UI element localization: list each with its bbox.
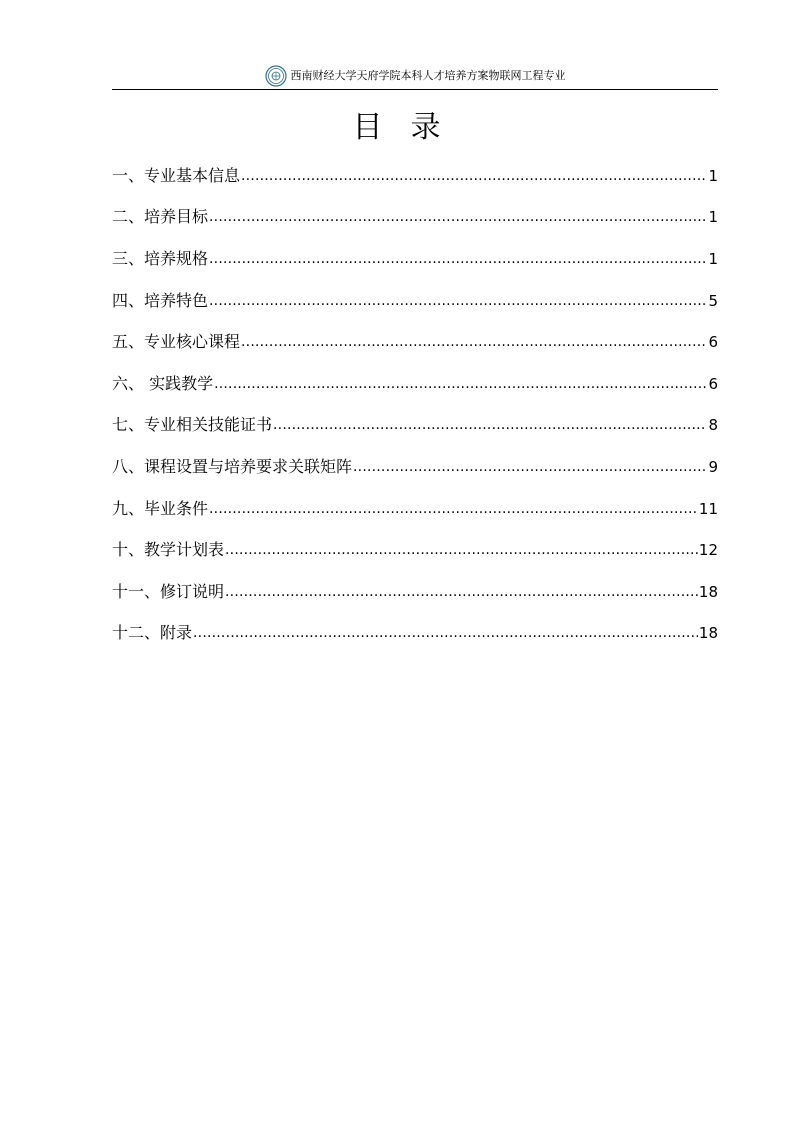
toc-entry-page: 5 — [708, 291, 718, 310]
toc-leader-dots — [241, 165, 707, 187]
toc-leader-dots — [209, 206, 707, 228]
toc-leader-dots — [225, 581, 698, 603]
toc-entry[interactable] — [112, 155, 718, 197]
toc-leader-dots — [209, 248, 707, 270]
toc-leader-dots — [209, 290, 707, 312]
toc-entry-label: 六、 实践教学 — [112, 373, 214, 393]
toc-entry-page: 12 — [698, 541, 718, 560]
toc-entry-page: 6 — [708, 374, 718, 393]
toc-entry-label: 八、课程设置与培养要求关联矩阵 — [112, 456, 353, 476]
toc-entry-label: 三、培养规格 — [112, 248, 209, 268]
toc-entry[interactable] — [112, 197, 718, 239]
toc-entry[interactable] — [112, 405, 718, 447]
toc-entry-label: 七、专业相关技能证书 — [112, 415, 273, 435]
toc-entry-page: 11 — [698, 499, 718, 518]
toc-entry-label: 一、专业基本信息 — [112, 165, 241, 185]
toc-entry-page: 9 — [708, 457, 718, 476]
toc-entry-label: 十、教学计划表 — [112, 540, 225, 560]
header-inner — [112, 65, 718, 87]
toc-entry[interactable] — [112, 321, 718, 363]
toc-entry-label: 九、毕业条件 — [112, 498, 209, 518]
toc-entry-page: 6 — [708, 333, 718, 352]
toc-entry-page: 8 — [708, 416, 718, 435]
toc-entry[interactable] — [112, 280, 718, 322]
toc-entry[interactable] — [112, 446, 718, 488]
toc-entry-label: 二、培养目标 — [112, 207, 209, 227]
toc-entry-label: 四、培养特色 — [112, 290, 209, 310]
toc-leader-dots — [241, 331, 707, 353]
toc-entry[interactable] — [112, 238, 718, 280]
toc-leader-dots — [214, 373, 707, 395]
toc-entry-label: 五、专业核心课程 — [112, 332, 241, 352]
toc-entry-label: 十一、修订说明 — [112, 581, 225, 601]
toc-entry-page: 18 — [698, 624, 718, 643]
toc-entry-page: 1 — [708, 249, 718, 268]
header-text: 西南财经大学天府学院本科人才培养方案物联网工程专业 — [290, 69, 566, 82]
toc-list — [112, 155, 718, 654]
toc-entry-page: 1 — [708, 166, 718, 185]
toc-leader-dots — [353, 456, 707, 478]
toc-entry[interactable] — [112, 571, 718, 613]
toc-leader-dots — [225, 539, 698, 561]
toc-leader-dots — [273, 414, 707, 436]
toc-entry[interactable] — [112, 363, 718, 405]
page-header — [112, 56, 718, 90]
toc-entry-page: 18 — [698, 582, 718, 601]
school-seal-icon — [265, 65, 287, 87]
toc-entry-label: 十二、附录 — [112, 623, 193, 643]
toc-leader-dots — [193, 622, 698, 644]
toc-entry[interactable] — [112, 488, 718, 530]
toc-leader-dots — [209, 498, 698, 520]
toc-title: 目录 — [352, 110, 469, 145]
toc-entry-page: 1 — [708, 208, 718, 227]
toc-entry[interactable] — [112, 613, 718, 655]
toc-entry[interactable] — [112, 529, 718, 571]
